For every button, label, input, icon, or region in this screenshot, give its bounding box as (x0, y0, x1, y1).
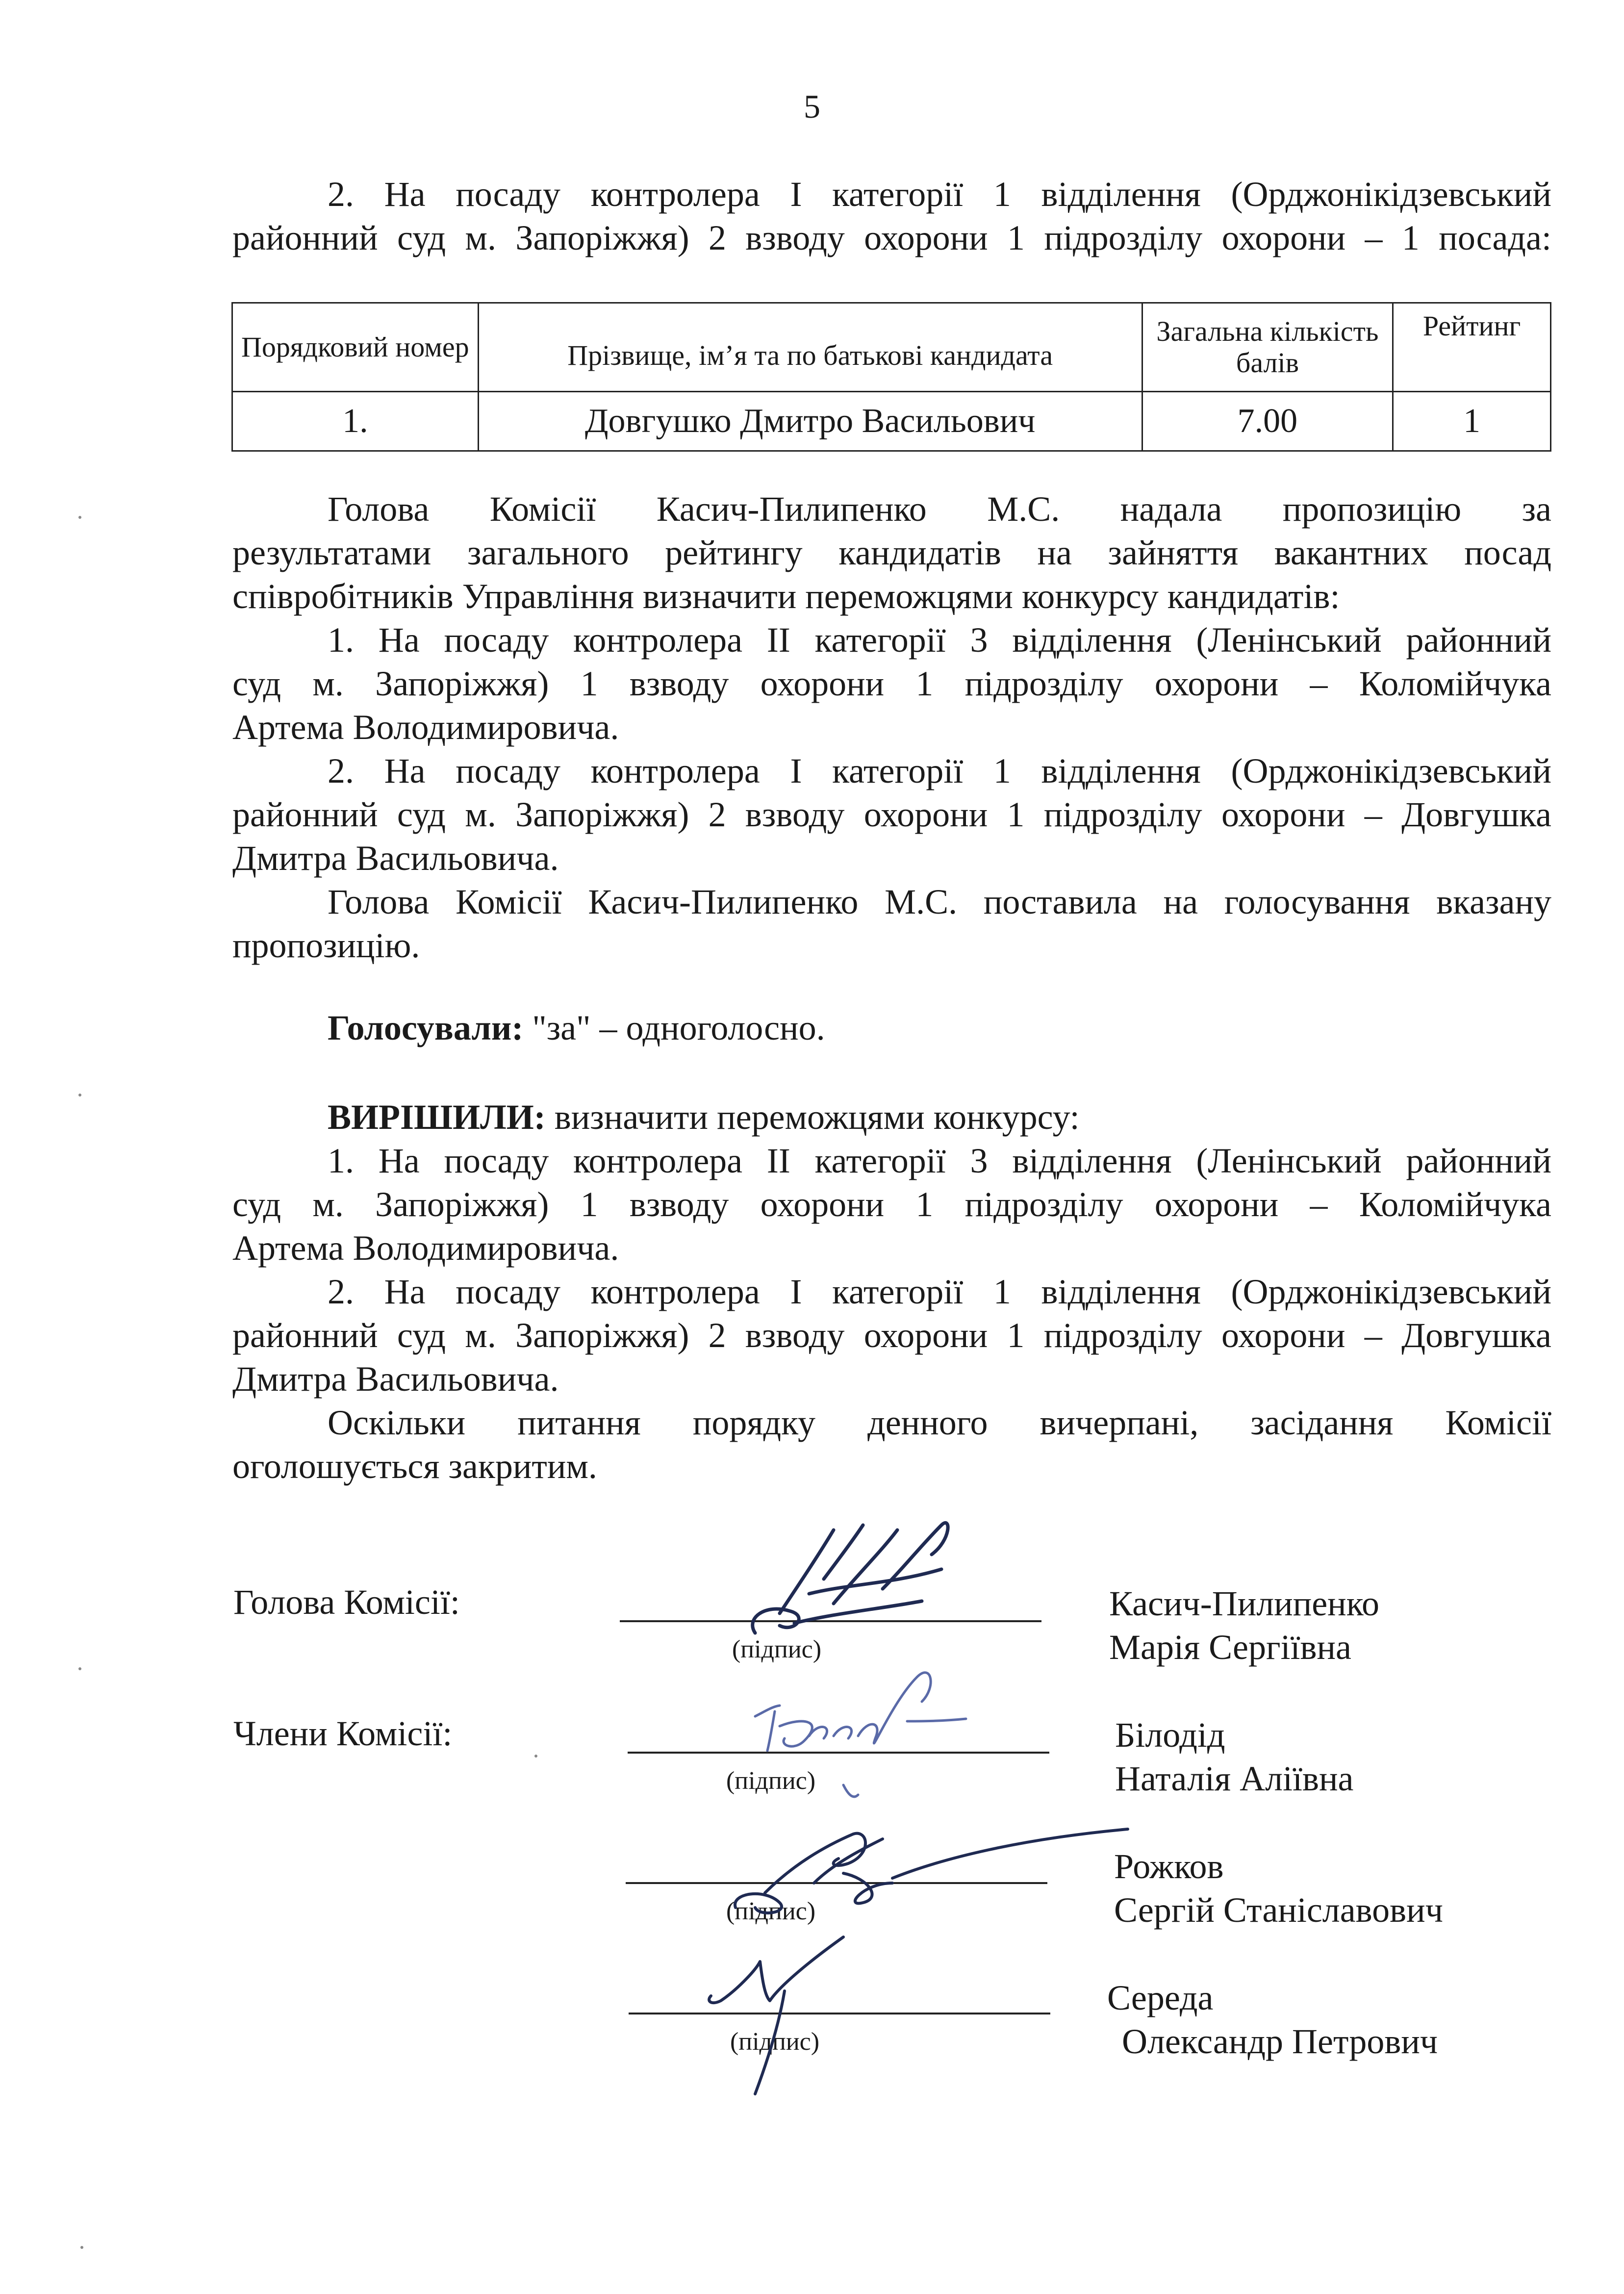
vote-call-line: Голова Комісії Касич-Пилипенко М.С. поставила на голосування вказану (328, 882, 1551, 921)
intro-paragraph (232, 173, 1551, 260)
decided-label: ВИРІШИЛИ: (328, 1097, 546, 1137)
intro-line: районний суд м. Запоріжжя) 2 взводу охорони 1 підрозділу охорони – 1 посада: (232, 218, 1551, 257)
item-line: Дмитра Васильовича. (232, 1359, 559, 1399)
signatory-surname: Середа (1107, 1978, 1214, 2017)
closing-line: оголошується закритим. (232, 1447, 597, 1486)
signature-caption: (підпис) (730, 2028, 820, 2056)
signatory-surname: Рожков (1114, 1847, 1224, 1886)
voted-line (232, 1006, 1551, 1050)
closing-line: Оскільки питання порядку денного вичерпані, засідання Комісії (328, 1403, 1551, 1442)
table-row (232, 392, 1551, 451)
scan-speck (78, 1094, 81, 1096)
decided-paragraph (232, 1096, 1551, 1488)
chair-signature-icon (736, 1510, 971, 1643)
proposal-paragraph (232, 487, 1551, 968)
header-name: Прізвище, ім’я та по батькові кандидата (478, 303, 1142, 392)
proposal-line: результатами загального рейтингу кандидатів на зайняття вакантних посад (232, 533, 1551, 572)
signatory-given-names: Сергій Станіславович (1114, 1890, 1443, 1930)
signature-caption: (підпис) (726, 1767, 816, 1795)
item-line: 1. На посаду контролера II категорії 3 відділення (Ленінський районний (328, 1141, 1551, 1180)
member-signature-icon (696, 1932, 902, 2099)
item-line: Дмитра Васильовича. (232, 839, 559, 878)
item-line: районний суд м. Запоріжжя) 2 взводу охорони 1 підрозділу охорони – Довгушка (232, 1316, 1551, 1355)
proposal-line: співробітників Управління визначити переможцями конкурсу кандидатів: (232, 577, 1340, 616)
cell-name: Довгушко Дмитро Васильович (478, 392, 1142, 451)
signatory-surname: Білодід (1115, 1715, 1225, 1755)
candidate-table (231, 302, 1551, 452)
member-signature-icon (745, 1648, 981, 1805)
chair-label: Голова Комісії: (233, 1582, 460, 1622)
cell-score: 7.00 (1142, 392, 1393, 451)
signatory-surname: Касич-Пилипенко (1109, 1584, 1380, 1623)
cell-rating: 1 (1393, 392, 1551, 451)
proposal-line: Голова Комісії Касич-Пилипенко М.С. надала пропозицію за (328, 489, 1551, 529)
item-line: 1. На посаду контролера II категорії 3 відділення (Ленінський районний (328, 620, 1551, 660)
scan-speck (534, 1755, 537, 1758)
intro-line: 2. На посаду контролера I категорії 1 відділення (Орджонікідзевський (328, 175, 1551, 214)
item-line: суд м. Запоріжжя) 1 взводу охорони 1 підрозділу охорони – Коломійчука (232, 1185, 1551, 1224)
signatory-given-names: Наталія Аліївна (1115, 1759, 1354, 1798)
item-line: Артема Володимировича. (232, 1228, 619, 1268)
header-number: Порядковий номер (232, 303, 479, 392)
voted-label: Голосували: (328, 1008, 524, 1047)
table-header-row (232, 303, 1551, 392)
signature-caption: (підпис) (726, 1897, 816, 1925)
header-score: Загальна кількість балів (1142, 303, 1393, 392)
page-number: 5 (804, 88, 820, 125)
member-signature-icon (706, 1810, 1138, 1927)
signatory-given-names: Марія Сергіївна (1109, 1628, 1351, 1667)
scan-speck (78, 1667, 81, 1670)
item-line: суд м. Запоріжжя) 1 взводу охорони 1 підрозділу охорони – Коломійчука (232, 664, 1551, 703)
vote-call-line: пропозицію. (232, 926, 420, 965)
header-rating: Рейтинг (1393, 303, 1551, 392)
scan-speck (80, 2246, 83, 2249)
signatory-given-names: Олександр Петрович (1122, 2022, 1438, 2061)
scan-speck (78, 516, 81, 519)
item-line: 2. На посаду контролера I категорії 1 відділення (Орджонікідзевський (328, 751, 1551, 790)
item-line: Артема Володимировича. (232, 708, 619, 747)
item-line: 2. На посаду контролера I категорії 1 відділення (Орджонікідзевський (328, 1272, 1551, 1311)
signature-caption: (підпис) (732, 1635, 822, 1663)
item-line: районний суд м. Запоріжжя) 2 взводу охорони 1 підрозділу охорони – Довгушка (232, 795, 1551, 834)
members-label: Члени Комісії: (233, 1714, 453, 1753)
cell-number: 1. (232, 392, 479, 451)
voted-text: "за" – одноголосно. (532, 1008, 825, 1047)
decided-text: визначити переможцями конкурсу: (554, 1097, 1080, 1137)
